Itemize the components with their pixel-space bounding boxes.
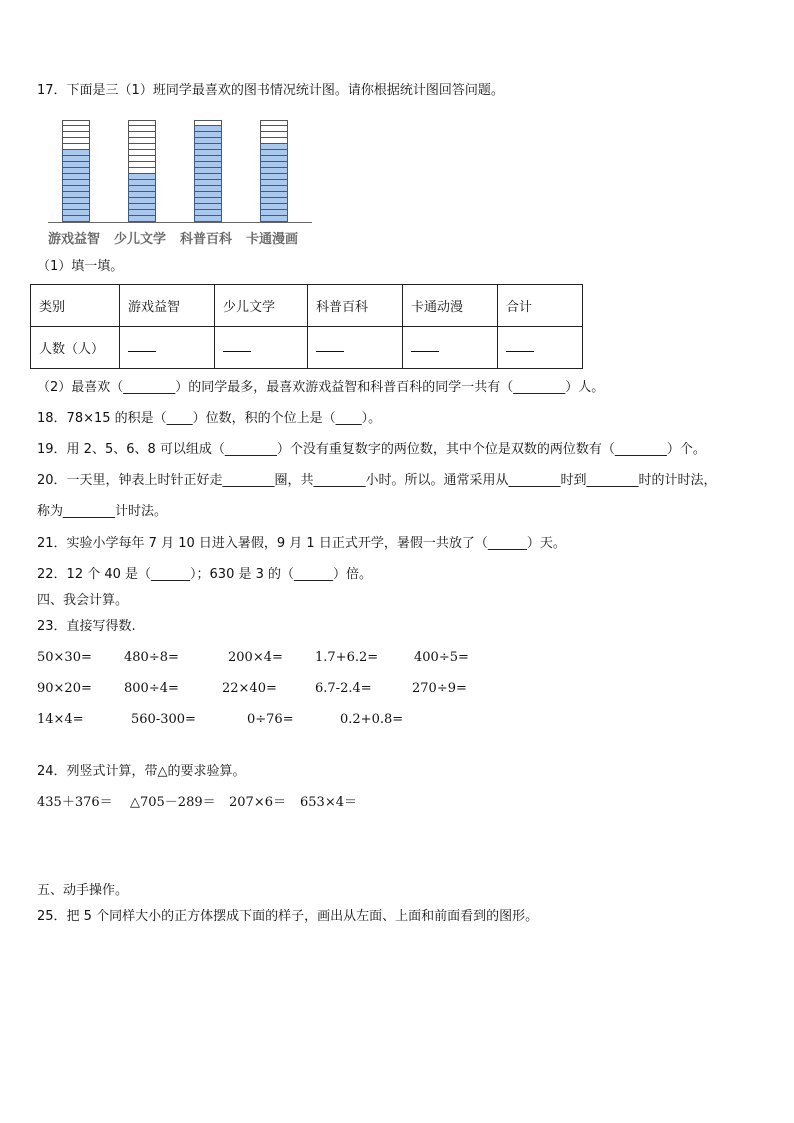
answer-blank[interactable] [403,327,498,369]
calc-item: 270÷9= [412,681,467,696]
q17-prompt: 17．下面是三（1）班同学最喜欢的图书情况统计图。请你根据统计图回答问题。 [37,83,504,98]
q17-sub1: （1）填一填。 [37,259,124,274]
table-cell-header: 游戏益智 [120,285,215,327]
calc-item: 90×20= [37,681,92,696]
calc-item: 1.7+6.2= [315,650,379,665]
calc-item: 200×4= [228,650,283,665]
table-header-row [31,285,583,327]
calc-item: 0.2+0.8= [340,712,404,727]
vertical-calc-item: 435＋376＝ [37,795,113,810]
bar-cell [194,216,222,222]
q24: 24．列竖式计算，带△的要求验算。 [37,764,246,779]
answer-blank[interactable] [308,327,403,369]
answer-blank[interactable] [215,327,308,369]
q23: 23．直接写得数. [37,619,136,634]
calc-item: 6.7-2.4= [315,681,372,696]
bar-cell [260,216,288,222]
vertical-calc-item: 207×6＝ [229,795,286,810]
bar-cell [128,216,156,222]
calc-item: 22×40= [222,681,277,696]
bar-1 [62,120,90,222]
calc-item: 14×4= [37,712,84,727]
calc-item: 560-300= [131,712,196,727]
bar-chart [48,112,318,244]
q19: 19．用 2、5、6、8 可以组成（________）个没有重复数字的两位数，其中个位是双数的两位数有（________）个。 [37,442,706,457]
table-row [31,327,583,369]
x-label-1: 少儿文学 [114,232,167,247]
x-label-0: 游戏益智 [48,232,101,247]
q20-line2: 称为________计时法。 [37,504,168,519]
table-row-label: 人数（人） [31,327,120,369]
table-cell-header: 卡通动漫 [403,285,498,327]
vertical-calc-item: △705－289＝ [130,795,216,810]
table-cell-header: 合计 [498,285,583,327]
bar-4 [260,120,288,222]
bar-3 [194,120,222,222]
q25: 25．把 5 个同样大小的正方体摆成下面的样子，画出从左面、上面和前面看到的图形。 [37,909,539,924]
answer-blank[interactable] [498,327,583,369]
calc-item: 0÷76= [247,712,294,727]
q22: 22．12 个 40 是（______）；630 是 3 的（______）倍。 [37,567,373,582]
bar-cell [62,216,90,222]
q20-line1: 20．一天里，钟表上时针正好走________圈，共________小时。所以。通常采用从________时到________时的计时法， [37,473,717,488]
calc-item: 480÷8= [124,650,179,665]
x-label-3: 卡通漫画 [246,232,299,247]
section4-title: 四、我会计算。 [37,593,129,608]
chart-baseline [48,222,312,223]
vertical-calc-item: 653×4＝ [300,795,357,810]
answer-blank[interactable] [120,327,215,369]
calc-item: 800÷4= [124,681,179,696]
q17-sub2: （2）最喜欢（________）的同学最多，最喜欢游戏益智和科普百科的同学一共有（________）人。 [37,380,605,395]
calc-item: 50×30= [37,650,92,665]
calc-item: 400÷5= [414,650,469,665]
bar-2 [128,120,156,222]
q21: 21．实验小学每年 7 月 10 日进入暑假，9 月 1 日正式开学，暑假一共放了（______）天。 [37,536,566,551]
data-table [30,284,583,369]
table-cell-header: 少儿文学 [215,285,308,327]
q18: 18．78×15 的积是（____）位数，积的个位上是（____）。 [37,411,382,426]
section5-title: 五、动手操作。 [37,883,129,898]
table-cell-header: 科普百科 [308,285,403,327]
x-label-2: 科普百科 [180,232,233,247]
table-cell-header: 类别 [31,285,120,327]
